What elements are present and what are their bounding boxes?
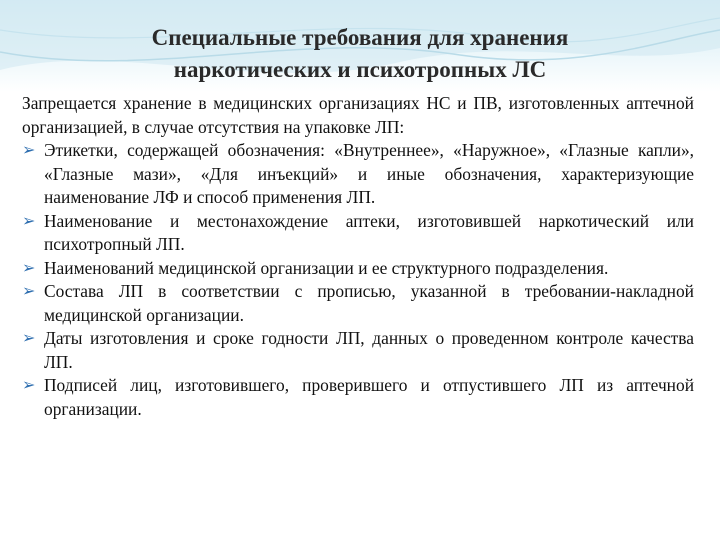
list-item-text: Этикетки, содержащей обозначения: «Внутреннее», «Наружное», «Глазные капли», «Глазные мази», «Для инъекций» и иные обозначения, характеризующие наименование ЛФ и способ применения ЛП. bbox=[44, 140, 694, 207]
intro-paragraph: Запрещается хранение в медицинских организациях НС и ПВ, изготовленных аптечной организацией, в случае отсутствия на упаковке ЛП: bbox=[22, 93, 694, 137]
list-item bbox=[22, 280, 694, 327]
title-line-1: Специальные требования для хранения bbox=[151, 25, 569, 50]
list-item bbox=[22, 327, 694, 374]
arrowhead-bullet-icon: ➢ bbox=[22, 212, 36, 230]
arrowhead-bullet-icon: ➢ bbox=[22, 259, 36, 277]
list-item bbox=[22, 257, 694, 281]
list-item bbox=[22, 374, 694, 421]
slide-body bbox=[22, 92, 694, 421]
list-item-text: Наименований медицинской организации и ее структурного подразделения. bbox=[44, 257, 609, 278]
title-line-2: наркотических и психотропных ЛС bbox=[173, 57, 547, 82]
arrowhead-bullet-icon: ➢ bbox=[22, 283, 36, 300]
list-item-text: Состава ЛП в соответствии с прописью, указанной в требовании-накладной медицинской организации. bbox=[44, 281, 694, 325]
slide-title bbox=[0, 22, 720, 86]
list-item bbox=[22, 139, 694, 210]
arrowhead-bullet-icon: ➢ bbox=[22, 330, 36, 347]
arrowhead-bullet-icon: ➢ bbox=[22, 142, 36, 159]
list-item-text: Наименование и местонахождение аптеки, изготовившей наркотический или психотропный ЛП. bbox=[44, 210, 694, 254]
list-item bbox=[22, 210, 694, 257]
list-item-text: Даты изготовления и сроке годности ЛП, данных о проведенном контроле качества ЛП. bbox=[44, 328, 694, 372]
arrowhead-bullet-icon: ➢ bbox=[22, 377, 36, 394]
requirements-list bbox=[22, 139, 694, 421]
list-item-text: Подписей лиц, изготовившего, проверившего и отпустившего ЛП из аптечной организации. bbox=[44, 375, 694, 419]
